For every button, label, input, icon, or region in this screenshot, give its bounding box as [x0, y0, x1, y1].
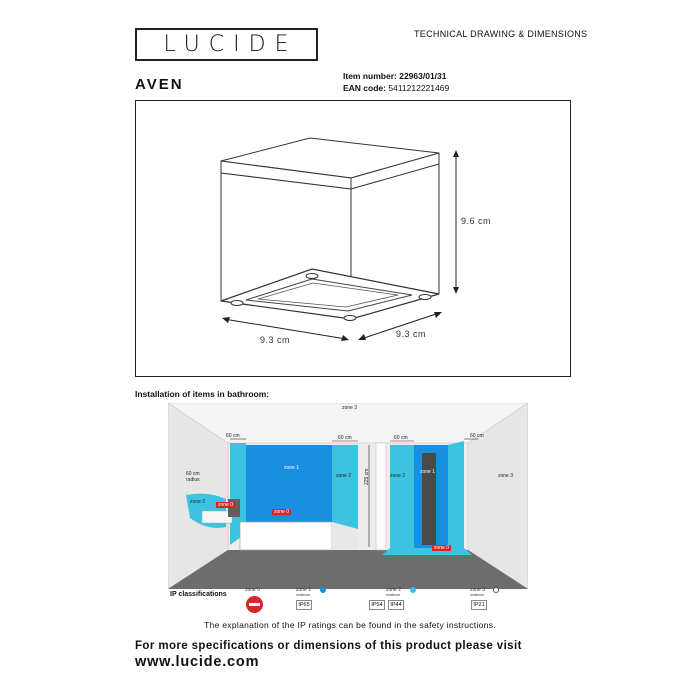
ip65-box: IP65: [296, 600, 312, 610]
zone3-minimum: minimum: [470, 593, 485, 597]
no-entry-icon: [246, 596, 263, 613]
label-60cm-right: 60 cm: [470, 433, 484, 439]
bathroom-illustration: [168, 403, 528, 589]
zone3-dot-icon: [493, 587, 499, 593]
label-zone2-shower: zone 2: [390, 473, 406, 479]
zone1-key: zone 1: [296, 587, 312, 593]
label-zone2-sink: zone 2: [190, 499, 206, 505]
zone2-key: zone 2: [386, 587, 402, 593]
document-type: TECHNICAL DRAWING & DIMENSIONS: [414, 29, 588, 39]
label-height: 225 cm: [364, 468, 370, 485]
label-60cm-bath: 60 cm: [338, 435, 352, 441]
ip54-box: IP54: [369, 600, 385, 610]
zone3-key: zone 3: [470, 587, 486, 593]
height-dimension: 9.6 cm: [461, 216, 492, 226]
bathroom-title: Installation of items in bathroom:: [135, 389, 270, 399]
zone2-dot-icon: [410, 587, 416, 593]
website-link[interactable]: www.lucide.com: [135, 654, 260, 670]
product-drawing: [136, 101, 572, 378]
ip-explanation-note: The explanation of the IP ratings can be found in the safety instructions.: [204, 620, 496, 630]
bathroom-diagram: [168, 403, 528, 589]
width-dimension: 9.3 cm: [260, 335, 291, 345]
label-zone0-sink: zone 0: [218, 502, 234, 508]
label-zone3-top: zone 3: [342, 405, 358, 411]
zone2-minimum: minimum: [386, 593, 401, 597]
label-60cm-left: 60 cm: [226, 433, 240, 439]
technical-drawing: [135, 100, 571, 377]
ip-classifications-title: IP classifications: [170, 591, 227, 598]
label-zone0-shower: zone 0: [434, 545, 450, 551]
label-radius: 60 cm radius: [186, 471, 200, 483]
ip21-box: IP21: [471, 600, 487, 610]
zone0-key: zone 0: [245, 587, 261, 593]
item-number-label: Item number:: [343, 71, 397, 81]
item-number: 22963/01/31: [399, 71, 447, 81]
ip44-box: IP44: [388, 600, 404, 610]
zone1-minimum: minimum: [296, 593, 311, 597]
label-60cm-shower: 60 cm: [394, 435, 408, 441]
more-info-text: For more specifications or dimensions of this product please visit: [135, 640, 522, 652]
label-zone1-shower: zone 1: [420, 469, 436, 475]
product-name: AVEN: [135, 76, 184, 93]
zone1-dot-icon: [320, 587, 326, 593]
label-zone3-right: zone 3: [498, 473, 514, 479]
brand-logo: LUCIDE: [135, 28, 318, 61]
product-meta: [343, 70, 449, 94]
depth-dimension: 9.3 cm: [396, 329, 427, 339]
label-zone2-bath: zone 2: [336, 473, 352, 479]
label-zone1-bath: zone 1: [284, 465, 300, 471]
label-zone0-bath: zone 0: [274, 509, 290, 515]
ean-code: 5411212221469: [388, 83, 450, 93]
ean-label: EAN code:: [343, 83, 386, 93]
